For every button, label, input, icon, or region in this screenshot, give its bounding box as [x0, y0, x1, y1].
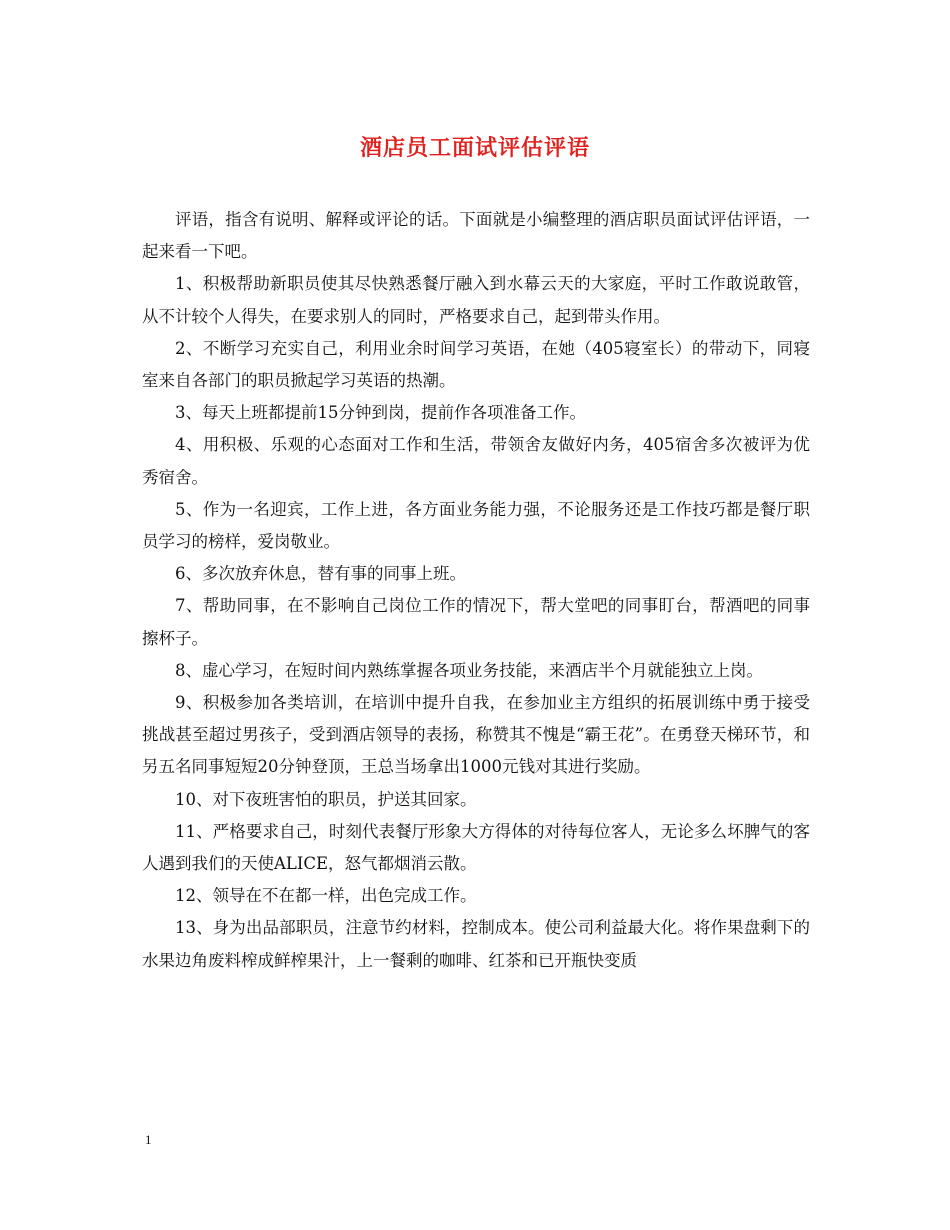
- paragraph-item-9: 9、积极参加各类培训，在培训中提升自我，在参加业主方组织的拓展训练中勇于接受挑战甚至超过男孩子，受到酒店领导的表扬，称赞其不愧是“霸王花”。在勇登天梯环节，和另五名同事短短20分钟登顶，王总当场拿出1000元钱对其进行奖励。: [142, 693, 810, 777]
- paragraph-item-3: 3、每天上班都提前15分钟到岗，提前作各项准备工作。: [175, 403, 586, 423]
- paragraph-item-2: 2、不断学习充实自己，利用业余时间学习英语，在她（405寝室长）的带动下，同寝室来自各部门的职员掀起学习英语的热潮。: [142, 338, 810, 391]
- page-number: 1: [145, 1132, 152, 1147]
- paragraph-item-1: 1、积极帮助新职员使其尽快熟悉餐厅融入到水幕云天的大家庭，平时工作敢说敢管，从不计较个人得失，在要求别人的同时，严格要求自己，起到带头作用。: [142, 274, 810, 326]
- paragraph-item-6: 6、多次放弃休息，替有事的同事上班。: [175, 564, 466, 584]
- paragraph-item-13: 13、身为出品部职员，注意节约材料，控制成本。使公司利益最大化。将作果盘剩下的水果边角废料榨成鲜榨果汁，上一餐剩的咖啡、红茶和已开瓶快变质: [142, 918, 810, 970]
- paragraph-item-7: 7、帮助同事，在不影响自己岗位工作的情况下，帮大堂吧的同事盯台，帮酒吧的同事擦杯子。: [142, 596, 810, 648]
- paragraph-intro: 评语，指含有说明、解释或评论的话。下面就是小编整理的酒店职员面试评估评语，一起来看一下吧。: [142, 210, 810, 262]
- paragraph-item-8: 8、虚心学习，在短时间内熟练掌握各项业务技能，来酒店半个月就能独立上岗。: [175, 660, 763, 680]
- paragraph-item-11: 11、严格要求自己，时刻代表餐厅形象大方得体的对待每位客人，无论多么坏脾气的客人遇到我们的天使ALICE，怒气都烟消云散。: [142, 821, 810, 874]
- paragraph-item-12: 12、领导在不在都一样，出色完成工作。: [175, 886, 477, 906]
- paragraph-item-10: 10、对下夜班害怕的职员，护送其回家。: [175, 789, 477, 809]
- document-title: 酒店员工面试评估评语: [359, 135, 590, 161]
- paragraph-item-5: 5、作为一名迎宾，工作上进，各方面业务能力强，不论服务还是工作技巧都是餐厅职员学习的榜样，爱岗敬业。: [142, 499, 810, 552]
- document-body: [142, 204, 810, 977]
- paragraph-item-4: 4、用积极、乐观的心态面对工作和生活，带领舍友做好内务，405宿舍多次被评为优秀宿舍。: [142, 435, 810, 487]
